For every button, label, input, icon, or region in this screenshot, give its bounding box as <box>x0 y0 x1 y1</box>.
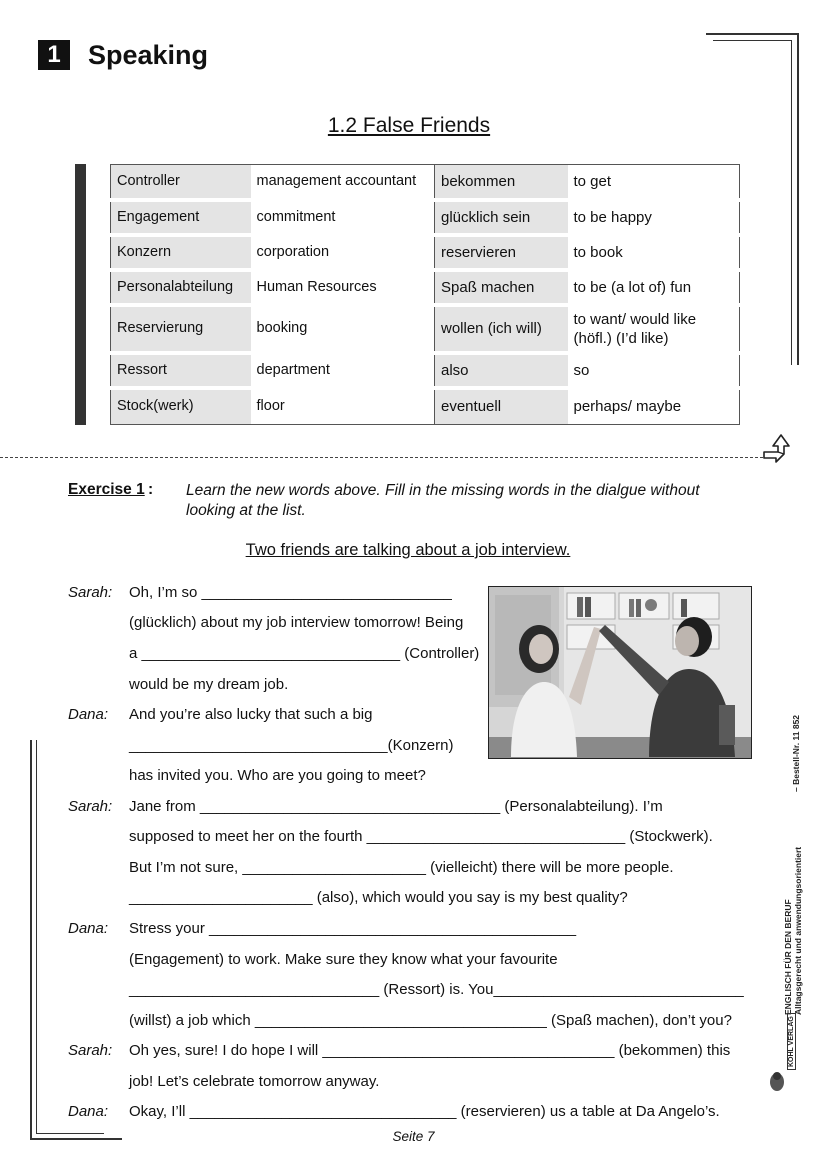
dialogue-line: Oh, I’m so ______________________________ <box>129 584 452 601</box>
speaker-name: Dana: <box>68 1103 109 1120</box>
dialogue-line: (willst) a job which ___________________________________ (Spaß machen), don’t you? <box>129 1012 732 1029</box>
dialogue-line: _______________________________(Konzern) <box>129 737 454 754</box>
vocab-english: department <box>251 353 435 388</box>
vocab-german: Reservierung <box>111 305 251 353</box>
frame-line <box>791 40 792 365</box>
vocab-german: Controller <box>111 165 251 200</box>
vocab-german: wollen (ich will) <box>435 305 568 353</box>
vocab-german: Stock(werk) <box>111 388 251 425</box>
table-row <box>111 353 740 388</box>
vocab-english: commitment <box>251 200 435 235</box>
table-row <box>111 388 740 425</box>
speaker-name: Dana: <box>68 920 109 937</box>
series-subtitle: Alltagsgerecht und anwendungsorientiert <box>793 846 803 1015</box>
vocab-german: bekommen <box>435 165 568 200</box>
dialogue-line: Jane from ____________________________________ (Personalabteilung). I’m <box>129 798 663 815</box>
frame-line <box>706 33 798 35</box>
speaker-name: Sarah: <box>68 1042 113 1059</box>
dialogue-line: job! Let’s celebrate tomorrow anyway. <box>129 1073 380 1090</box>
vocab-english: perhaps/ maybe <box>568 388 740 425</box>
vocab-german: Engagement <box>111 200 251 235</box>
publisher-logo-text: KOHL VERLAG <box>787 1013 796 1070</box>
dialogue-line: Stress your ____________________________________________ <box>129 920 577 937</box>
speaker-name: Sarah: <box>68 798 113 815</box>
frame-line <box>797 33 799 365</box>
exercise-colon: : <box>148 481 154 498</box>
dialogue-line: Okay, I’ll ________________________________ (reservieren) us a table at Da Angelo’s. <box>129 1103 720 1120</box>
order-number: – Bestell-Nr. 11 852 <box>791 714 801 792</box>
vocab-english: floor <box>251 388 435 425</box>
dialogue-line: Oh yes, sure! I do hope I will ___________________________________ (bekommen) this <box>129 1042 731 1059</box>
page-number: Seite 7 <box>392 1129 435 1144</box>
table-row <box>111 200 740 235</box>
vocab-english: booking <box>251 305 435 353</box>
vocab-german: Spaß machen <box>435 270 568 305</box>
frame-line <box>713 40 792 41</box>
vocab-english: to want/ would like (höfl.) (I’d like) <box>568 305 740 353</box>
speaker-name: Sarah: <box>68 584 113 601</box>
dialogue-line: a _______________________________ (Controller) <box>129 645 480 662</box>
table-row <box>111 235 740 270</box>
publisher-logo-icon <box>769 1070 785 1097</box>
vocab-german: eventuell <box>435 388 568 425</box>
speaker-name: Dana: <box>68 706 109 723</box>
dialogue-line: (Engagement) to work. Make sure they know what your favourite <box>129 951 558 968</box>
dialogue-line: But I’m not sure, ______________________ (vielleicht) there will be more people. <box>129 859 674 876</box>
dialogue-line: (glücklich) about my job interview tomorrow! Being <box>129 614 464 631</box>
vocab-english: to get <box>568 165 740 200</box>
exercise-label: Exercise 1 <box>68 481 145 498</box>
series-title: ENGLISCH FÜR DEN BERUF <box>783 899 793 1015</box>
vocab-english: to book <box>568 235 740 270</box>
vocab-english: so <box>568 353 740 388</box>
section-title: 1.2 False Friends <box>327 114 491 137</box>
vocab-side-bar <box>75 164 86 425</box>
vocab-english: Human Resources <box>251 270 435 305</box>
table-row <box>111 165 740 200</box>
table-row <box>111 270 740 305</box>
vocab-table <box>110 164 740 425</box>
vocab-english: to be (a lot of) fun <box>568 270 740 305</box>
vocab-german: Konzern <box>111 235 251 270</box>
exercise-instruction: Learn the new words above. Fill in the missing words in the dialgue without looking at the list. <box>186 482 700 519</box>
vocab-english: to be happy <box>568 200 740 235</box>
table-row <box>111 305 740 353</box>
chapter-number: 1 <box>38 40 70 70</box>
vocab-english: management accountant <box>251 165 435 200</box>
frame-line <box>36 740 37 1134</box>
dialogue-title: Two friends are talking about a job interview. <box>245 541 571 559</box>
vocab-german: Personalabteilung <box>111 270 251 305</box>
dialogue-line: ______________________ (also), which would you say is my best quality? <box>129 889 628 906</box>
dialogue-line: supposed to meet her on the fourth _______________________________ (Stockwerk). <box>129 828 713 845</box>
dialogue-line: And you’re also lucky that such a big <box>129 706 373 723</box>
dialogue-line: would be my dream job. <box>129 676 289 693</box>
frame-line <box>30 740 32 1140</box>
vocab-english: corporation <box>251 235 435 270</box>
cut-line <box>0 457 768 458</box>
chapter-title: Speaking <box>88 40 209 70</box>
fold-arrow-icon <box>762 432 802 469</box>
high-five-photo <box>488 586 752 759</box>
vocab-german: reservieren <box>435 235 568 270</box>
vocab-german: also <box>435 353 568 388</box>
vocab-german: glücklich sein <box>435 200 568 235</box>
vocab-german: Ressort <box>111 353 251 388</box>
dialogue-line: has invited you. Who are you going to meet? <box>129 767 426 784</box>
dialogue-line: ______________________________ (Ressort) is. You______________________________ <box>129 981 744 998</box>
